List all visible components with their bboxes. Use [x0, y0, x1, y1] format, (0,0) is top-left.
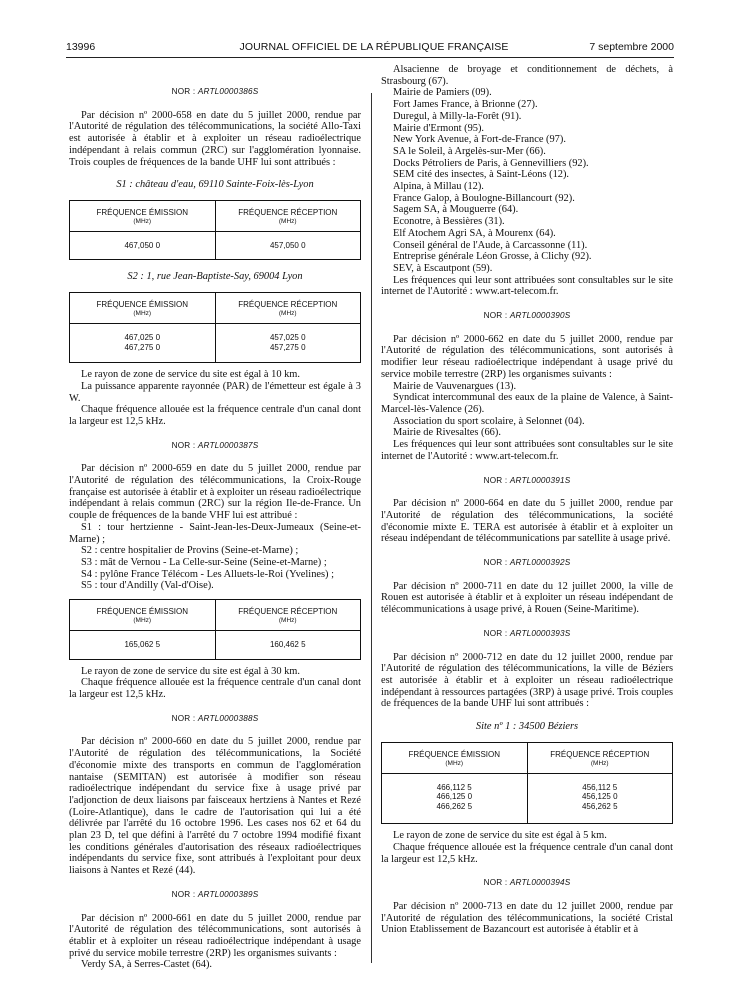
- org-item: Association du sport scolaire, à Selonnet (04).: [393, 415, 585, 427]
- frequency-table: [69, 200, 361, 261]
- decision-paragraph: Par décision nº 2000-661 en date du 5 juillet 2000, rendue par l'Autorité de régulation des télécommunications, sont autorisés à établir et à exploiter un réseau radioélectrique indépendant à usage privé du service mobile terrestre (2RP) les organismes suivants :: [69, 912, 361, 959]
- org-item: SA le Soleil, à Argelès-sur-Mer (66).: [393, 145, 546, 157]
- table-cell: 160,462 5: [215, 631, 361, 660]
- text-paragraph: Les fréquences qui leur sont attribuées sont consultables sur le site internet de l'Autorité : www.art-telecom.fr.: [381, 274, 673, 298]
- nor-reference: NOR : ARTL0000394S: [483, 878, 571, 888]
- org-item: Econotre, à Bessières (31).: [393, 216, 505, 228]
- text-paragraph: La puissance apparente rayonnée (PAR) de l'émetteur est égale à 3 W.: [69, 380, 361, 404]
- org-item: Docks Pétroliers de Paris, à Gennevilliers (92).: [393, 157, 589, 169]
- column-divider: [371, 93, 372, 963]
- text-paragraph: Chaque fréquence allouée est la fréquence centrale d'un canal dont la largeur est 12,5 kHz.: [381, 841, 673, 865]
- table-cell: 456,112 5 456,125 0 456,262 5: [527, 773, 673, 824]
- site-label: S1 : château d'eau, 69110 Sainte-Foix-lès-Lyon: [116, 179, 314, 191]
- org-item: France Galop, à Boulogne-Billancourt (92).: [393, 192, 575, 204]
- text-paragraph: Chaque fréquence allouée est la fréquence centrale d'un canal dont la largeur est 12,5 kHz.: [69, 677, 361, 700]
- right-column: [381, 64, 673, 936]
- site-item: S1 : tour hertzienne - Saint-Jean-les-Deux-Jumeaux (Seine-et-Marne) ;: [69, 521, 361, 545]
- frequency-table: [69, 292, 361, 363]
- site-label: Site nº 1 : 34500 Béziers: [475, 721, 579, 733]
- nor-reference: NOR : ARTL0000389S: [171, 889, 259, 899]
- header-rule: [66, 57, 674, 58]
- decision-paragraph: Par décision nº 2000-713 en date du 12 juillet 2000, rendue par l'Autorité de régulation des télécommunications, la société Cristal Union Etablissement de Bazancourt est autorisée à établir et à: [381, 901, 673, 936]
- table-cell: 165,062 5: [70, 631, 216, 660]
- left-column: [69, 64, 361, 971]
- org-item: Fort James France, à Brionne (27).: [393, 99, 538, 111]
- decision-paragraph: Par décision nº 2000-658 en date du 5 juillet 2000, rendue par l'Autorité de régulation des télécommunications, la société Allo-Taxi est autorisée à établir et à exploiter un réseau radioélectrique indépendant à relais commun (2RC) sur l'agglomération lyonnaise. Trois couples de fréquences de la bande UHF lui sont attribués :: [69, 109, 361, 168]
- nor-reference: NOR : ARTL0000393S: [483, 628, 571, 638]
- text-paragraph: Le rayon de zone de service du site est égal à 5 km.: [393, 830, 607, 842]
- column-header: FRÉQUENCE RÉCEPTION (MHz): [215, 200, 361, 231]
- org-item: New York Avenue, à Fort-de-France (97).: [393, 134, 566, 146]
- nor-reference: NOR : ARTL0000386S: [171, 87, 259, 96]
- org-item: Conseil général de l'Aude, à Carcassonne (11).: [393, 239, 588, 251]
- site-label: S2 : 1, rue Jean-Baptiste-Say, 69004 Lyon: [127, 271, 303, 283]
- org-item: Entreprise générale Léon Grosse, à Clichy (92).: [393, 251, 592, 263]
- org-item: Mairie de Rivesaltes (66).: [393, 427, 501, 439]
- text-paragraph: Le rayon de zone de service du site est égal à 10 km.: [81, 369, 300, 381]
- column-header: FRÉQUENCE RÉCEPTION (MHz): [215, 293, 361, 324]
- table-cell: 467,025 0 467,275 0: [70, 324, 216, 363]
- org-item: Verdy SA, à Serres-Castet (64).: [81, 959, 213, 971]
- table-cell: 457,025 0 457,275 0: [215, 324, 361, 363]
- org-item: SEM cité des insectes, à Saint-Léons (12).: [393, 169, 570, 181]
- frequency-table: [69, 599, 361, 660]
- org-item: Syndicat intercommunal des eaux de la plaine de Valence, à Saint-Marcel-lès-Valence (26).: [381, 392, 673, 415]
- column-header: FRÉQUENCE RÉCEPTION (MHz): [215, 600, 361, 631]
- site-item: S2 : centre hospitalier de Provins (Seine-et-Marne) ;: [81, 545, 299, 557]
- column-header: FRÉQUENCE ÉMISSION (MHz): [382, 742, 528, 773]
- nor-reference: NOR : ARTL0000390S: [483, 311, 571, 321]
- decision-paragraph: Par décision nº 2000-711 en date du 12 juillet 2000, la ville de Rouen est autorisée à établir et à exploiter un réseau indépendant de télécommunications à usage privé, à Rouen (Seine-Maritime).: [381, 580, 673, 616]
- text-paragraph: Le rayon de zone de service du site est égal à 30 km.: [81, 665, 300, 677]
- nor-reference: NOR : ARTL0000391S: [483, 475, 571, 485]
- page-number: 13996: [66, 41, 96, 53]
- org-item: Mairie d'Ermont (95).: [393, 122, 485, 134]
- org-item: Sagem SA, à Mouguerre (64).: [393, 204, 519, 216]
- issue-date: 7 septembre 2000: [589, 41, 674, 53]
- org-item: Alsacienne de broyage et conditionnement de déchets, à Strasbourg (67).: [381, 64, 673, 87]
- column-header: FRÉQUENCE ÉMISSION (MHz): [70, 600, 216, 631]
- decision-paragraph: Par décision nº 2000-712 en date du 12 juillet 2000, rendue par l'Autorité de régulation des télécommunications, la ville de Béziers est autorisée à établir et à exploiter un réseau radioélectrique indépendant à ressources partagées (3RP) à usage privé. Trois couples de fréquences de la bande UHF lui sont attribués :: [381, 651, 673, 710]
- column-header: FRÉQUENCE ÉMISSION (MHz): [70, 200, 216, 231]
- org-item: Mairie de Vauvenargues (13).: [393, 380, 517, 392]
- org-item: SEV, à Escautpont (59).: [393, 262, 493, 274]
- org-item: Alpina, à Millau (12).: [393, 181, 484, 193]
- nor-reference: NOR : ARTL0000387S: [171, 440, 259, 450]
- table-cell: 467,050 0: [70, 231, 216, 260]
- table-cell: 457,050 0: [215, 231, 361, 260]
- site-item: S4 : pylône France Télécom - Les Alluets-le-Roi (Yvelines) ;: [81, 568, 334, 580]
- nor-reference: NOR : ARTL0000392S: [483, 558, 571, 568]
- text-paragraph: Chaque fréquence allouée est la fréquence centrale d'un canal dont la largeur est 12,5 kHz.: [69, 404, 361, 427]
- decision-paragraph: Par décision nº 2000-659 en date du 5 juillet 2000, rendue par l'Autorité de régulation des télécommunications, la Croix-Rouge française est autorisée à établir et à exploiter un réseau radioélectrique indépendant à relais commun (2RC) sur la région Ile-de-France. Un couple de fréquences de la bande VHF lui est attribué :: [69, 463, 361, 522]
- column-header: FRÉQUENCE RÉCEPTION (MHz): [527, 742, 673, 773]
- org-item: Mairie de Pamiers (09).: [393, 87, 492, 99]
- site-item: S3 : mât de Vernou - La Celle-sur-Seine (Seine-et-Marne) ;: [81, 556, 327, 568]
- org-item: Elf Atochem Agri SA, à Mourenx (64).: [393, 227, 556, 239]
- page-header: [0, 41, 748, 55]
- org-item: Duregul, à Milly-la-Forêt (91).: [393, 110, 522, 122]
- journal-title: JOURNAL OFFICIEL DE LA RÉPUBLIQUE FRANÇAISE: [239, 41, 509, 53]
- nor-reference: NOR : ARTL0000388S: [171, 713, 259, 723]
- decision-paragraph: Par décision nº 2000-660 en date du 5 juillet 2000, rendue par l'Autorité de régulation des télécommunications, la Société d'économie mixte des transports en commun de l'agglomération nantaise (SEMITAN) est autorisée à modifier son réseau radioélectrique indépendant du service fixe à usage privé par l'adjonction de deux liaisons par faisceaux hertziens à Nantes et Rezé (Loire-Atlantique), dans le cadre de l'autorisation qui lui a été délivrée par l'arrêté du 16 octobre 1996. Les cases nos 62 et 64 du plan 23 D, tel que défini à l'arrêté du 7 octobre 1994 modifié fixant les conditions générales d'autorisation des réseaux radioélectriques indépendants du service fixe, sont attribués à l'exploitant pour deux liaisons à Nantes et Rezé (44).: [69, 736, 361, 877]
- table-cell: 466,112 5 466,125 0 466,262 5: [382, 773, 528, 824]
- decision-paragraph: Par décision nº 2000-662 en date du 5 juillet 2000, rendue par l'Autorité de régulation des télécommunications, sont autorisés à modifier leur réseau radioélectrique indépendant à usage privé du service mobile terrestre (2RP) les organismes suivants :: [381, 333, 673, 380]
- decision-paragraph: Par décision nº 2000-664 en date du 5 juillet 2000, rendue par l'Autorité de régulation des télécommunications, la société d'économie mixte E. TERA est autorisée à établir et à exploiter un réseau indépendant de télécommunications par satellite à usage privé.: [381, 498, 673, 545]
- column-header: FRÉQUENCE ÉMISSION (MHz): [70, 293, 216, 324]
- site-item: S5 : tour d'Andilly (Val-d'Oise).: [81, 580, 214, 592]
- text-paragraph: Les fréquences qui leur sont attribuées sont consultables sur le site internet de l'Autorité : www.art-telecom.fr.: [381, 439, 673, 462]
- frequency-table: [381, 742, 673, 825]
